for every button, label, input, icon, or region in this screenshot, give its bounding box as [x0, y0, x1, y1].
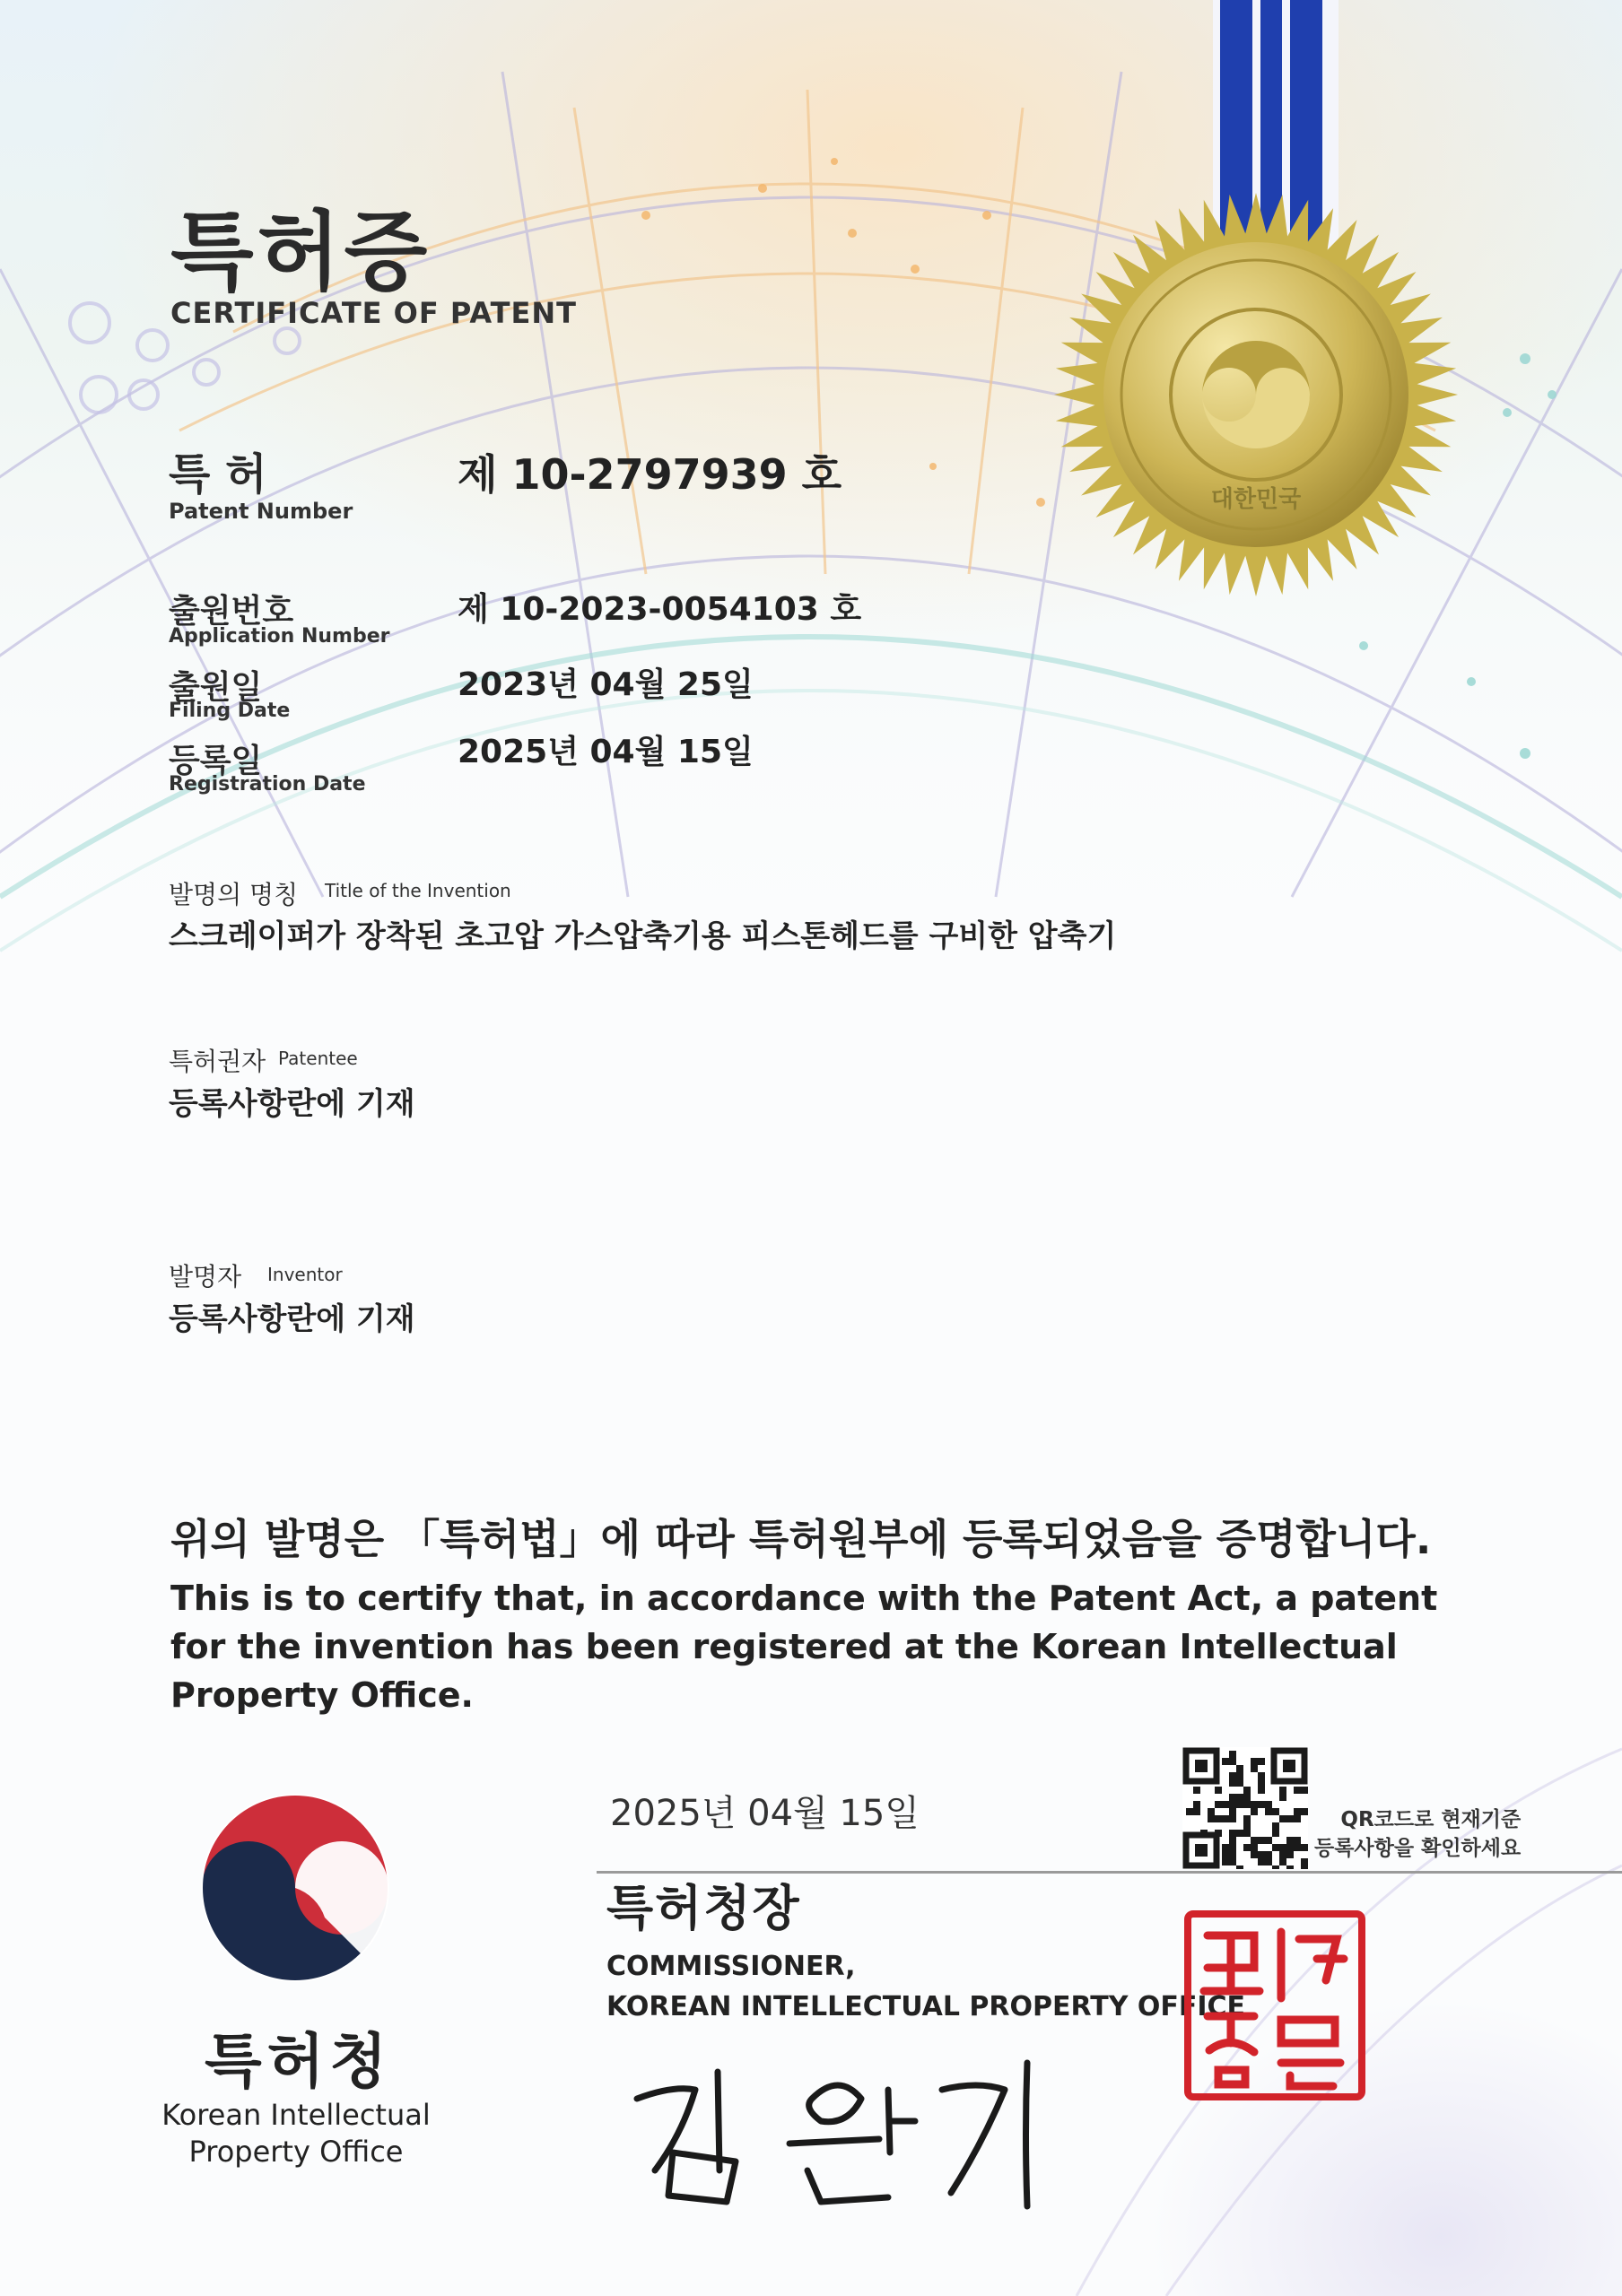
seal-text: 대한민국	[1210, 486, 1302, 513]
red-stamp-icon	[1182, 1909, 1367, 2102]
application-number-value: 제 10-2023-0054103 호	[458, 591, 862, 628]
qr-note	[1314, 1805, 1521, 1863]
patentee-value: 등록사항란에 기재	[169, 1086, 415, 1122]
office-name-en: Korean Intellectual Property Office	[161, 2098, 431, 2169]
commissioner-title-kr: 특허청장	[606, 1880, 801, 1936]
certificate-title-en: CERTIFICATE OF PATENT	[170, 296, 577, 330]
inventor-value: 등록사항란에 기재	[169, 1301, 415, 1337]
filing-date-value: 2023년 04월 25일	[458, 666, 754, 703]
inventor-label-kr: 발명자	[169, 1262, 242, 1292]
filing-date-label-en: Filing Date	[169, 700, 291, 722]
qr-note-line2: 등록사항을 확인하세요	[1314, 1837, 1522, 1860]
taeguk-logo-icon	[199, 1792, 391, 1984]
qr-code-icon	[1182, 1747, 1308, 1869]
commissioner-en-line1: COMMISSIONER,	[606, 1951, 856, 1982]
commissioner-en-line2: KOREAN INTELLECTUAL PROPERTY OFFICE	[606, 1991, 1246, 2022]
filing-date-label-kr: 출원일	[169, 669, 263, 706]
patent-number-value: 제 10-2797939 호	[458, 450, 842, 499]
certification-statement-kr: 위의 발명은 「특허법」에 따라 특허원부에 등록되었음을 증명합니다.	[170, 1515, 1432, 1563]
invention-label-kr: 발명의 명칭	[169, 880, 299, 909]
registration-date-label-kr: 등록일	[169, 743, 263, 779]
invention-title-value: 스크레이퍼가 장착된 초고압 가스압축기용 피스톤헤드를 구비한 압축기	[169, 918, 1117, 954]
inventor-label-en: Inventor	[267, 1264, 343, 1285]
qr-note-line1: QR코드로 현재기준	[1340, 1808, 1522, 1831]
application-number-label-en: Application Number	[169, 625, 390, 648]
certificate-title-kr: 특허증	[170, 202, 432, 302]
issue-date: 2025년 04월 15일	[610, 1793, 920, 1834]
commissioner-title-en	[606, 1946, 1245, 2027]
signature-icon	[619, 2036, 1050, 2215]
invention-label-en: Title of the Invention	[325, 880, 511, 901]
certification-statement-en: This is to certify that, in accordance with the Patent Act, a patent for the invention has been registered at the Korean Intellectual Property Office.	[170, 1578, 1438, 1715]
registration-date-label-en: Registration Date	[169, 773, 366, 796]
patent-number-label-kr: 특 허	[169, 449, 267, 500]
registration-date-value: 2025년 04월 15일	[458, 734, 754, 770]
patentee-label-kr: 특허권자	[169, 1047, 266, 1076]
office-name-kr: 특허청	[205, 2027, 393, 2096]
patentee-label-en: Patentee	[278, 1048, 358, 1069]
patent-number-label-en: Patent Number	[169, 499, 353, 524]
gold-seal-icon	[1054, 193, 1458, 596]
application-number-label-kr: 출원번호	[169, 593, 294, 630]
